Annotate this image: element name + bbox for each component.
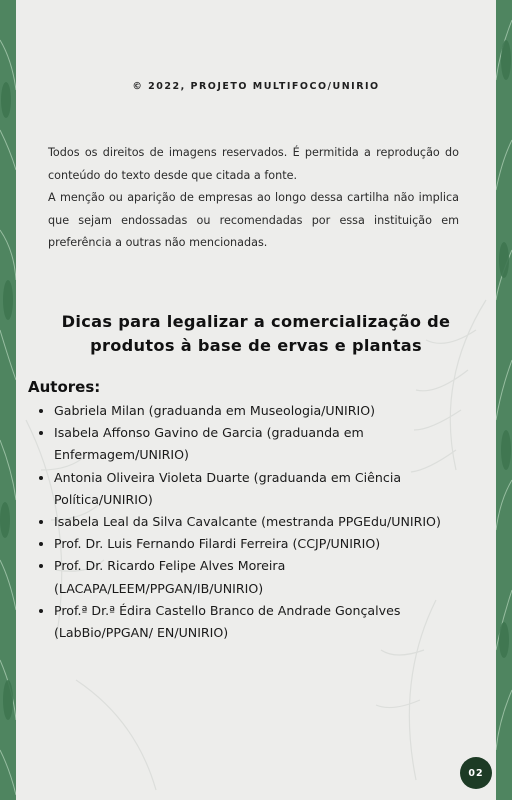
author-item: • Isabela Affonso Gavino de Garcia (graduanda em Enfermagem/UNIRIO) <box>54 422 494 466</box>
rights-notice-paragraph: Todos os direitos de imagens reservados. É permitida a reprodução do conteúdo do texto desde que citada a fonte. <box>48 146 459 182</box>
authors-list <box>36 400 494 644</box>
author-item: • Isabela Leal da Silva Cavalcante (mestranda PPGEdu/UNIRIO) <box>54 511 494 533</box>
author-item: • Antonia Oliveira Violeta Duarte (graduanda em Ciência Política/UNIRIO) <box>54 467 494 511</box>
right-leaf-border <box>496 0 512 800</box>
rights-notice-paragraph: A menção ou aparição de empresas ao longo dessa cartilha não implica que sejam endossadas ou recomendadas por essa instituição em preferência a outras não mencionadas. <box>48 191 459 249</box>
copyright-line: © 2022, PROJETO MULTIFOCO/UNIRIO <box>132 81 380 92</box>
rights-notice <box>48 142 459 255</box>
authors-heading: Autores: <box>28 378 101 396</box>
left-leaf-border <box>0 0 16 800</box>
author-item: • Prof. Dr. Ricardo Felipe Alves Moreira (LACAPA/LEEM/PPGAN/IB/UNIRIO) <box>54 555 494 599</box>
page-number-badge: 02 <box>460 757 492 789</box>
author-item: • Prof.ª Dr.ª Édira Castello Branco de Andrade Gonçalves (LabBio/PPGAN/ EN/UNIRIO) <box>54 600 494 644</box>
author-item: • Gabriela Milan (graduanda em Museologia/UNIRIO) <box>54 400 494 422</box>
right-leaf-pattern <box>496 0 512 800</box>
author-item: • Prof. Dr. Luis Fernando Filardi Ferreira (CCJP/UNIRIO) <box>54 533 494 555</box>
left-leaf-pattern <box>0 0 16 800</box>
document-title: Dicas para legalizar a comercialização de produtos à base de ervas e plantas <box>61 312 451 355</box>
page-sheet <box>16 0 496 800</box>
